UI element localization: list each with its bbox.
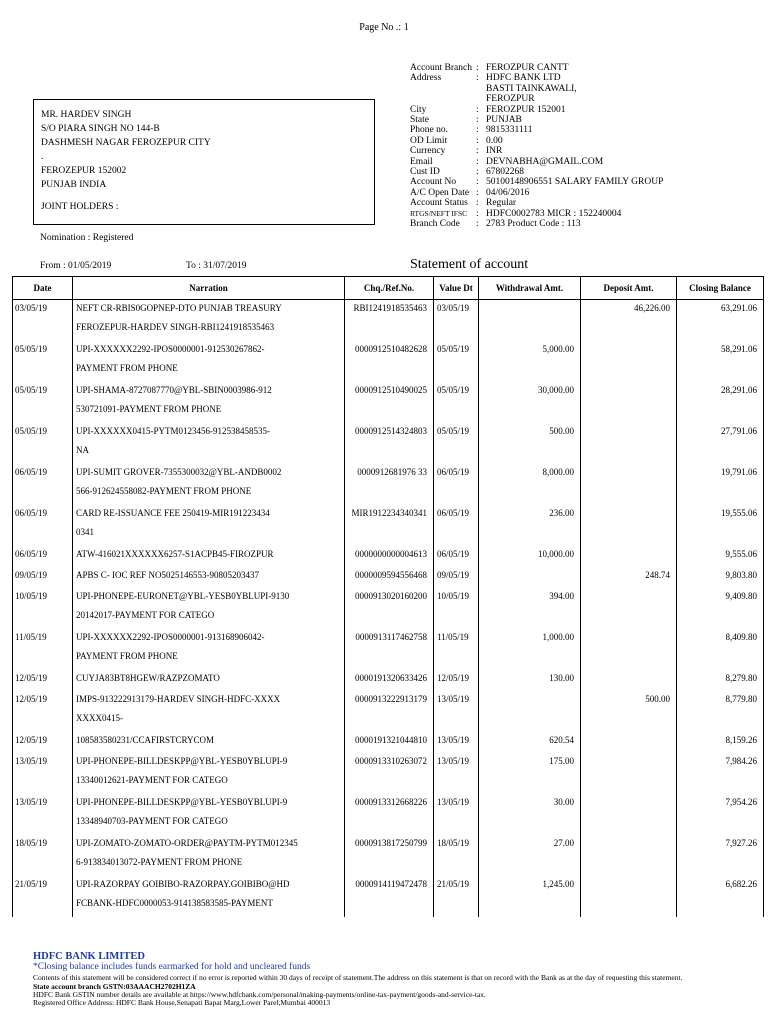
- branch-info-row: [410, 167, 663, 177]
- cell-ref: 0000912681976 33: [345, 464, 434, 505]
- transactions-table-wrapper: [12, 276, 763, 917]
- cell-date: 18/05/19: [13, 835, 73, 876]
- cell-value-date: 05/05/19: [434, 423, 479, 464]
- cell-closing-balance: 8,279.80: [677, 670, 764, 691]
- footer: [33, 951, 753, 1008]
- table-row: [13, 464, 764, 505]
- narration-line: UPI-SUMIT GROVER-7355300032@YBL-ANDB0002: [76, 467, 282, 477]
- cell-withdrawal: [479, 567, 581, 588]
- cell-closing-balance: 9,803.80: [677, 567, 764, 588]
- cell-closing-balance: 6,682.26: [677, 876, 764, 917]
- cell-narration: [73, 629, 345, 670]
- cell-closing-balance: 19,791.06: [677, 464, 764, 505]
- narration-line: 566-912624558082-PAYMENT FROM PHONE: [76, 486, 252, 496]
- customer-address-line: FEROZEPUR 152002: [41, 166, 127, 176]
- customer-address-line: .: [41, 152, 44, 162]
- narration-line: 6-913834013072-PAYMENT FROM PHONE: [76, 857, 243, 867]
- narration-line: PAYMENT FROM PHONE: [76, 363, 178, 373]
- branch-info-row: [410, 115, 663, 125]
- branch-info-row: [410, 73, 663, 83]
- cell-deposit: [581, 753, 677, 794]
- branch-info-colon: :: [476, 115, 479, 126]
- narration-line: APBS C- IOC REF NO5025146553-90805203437: [76, 570, 260, 580]
- cell-narration: [73, 505, 345, 546]
- table-row: [13, 300, 764, 342]
- cell-deposit: [581, 341, 677, 382]
- cell-closing-balance: 19,555.06: [677, 505, 764, 546]
- cell-ref: 0000913222913179: [345, 691, 434, 732]
- branch-info-colon: :: [476, 125, 479, 136]
- branch-info-label: Cust ID: [410, 167, 440, 178]
- customer-address-line: S/O PIARA SINGH NO 144-B: [41, 124, 160, 134]
- branch-info-colon: :: [476, 219, 479, 230]
- branch-info-label: Phone no.: [410, 125, 448, 136]
- branch-info-value: HDFC BANK LTD: [486, 73, 561, 84]
- branch-info-colon: :: [476, 63, 479, 73]
- header-deposit: Deposit Amt.: [581, 277, 677, 300]
- cell-date: 13/05/19: [13, 753, 73, 794]
- cell-narration: [73, 794, 345, 835]
- cell-deposit: [581, 629, 677, 670]
- cell-narration: [73, 423, 345, 464]
- cell-date: 06/05/19: [13, 505, 73, 546]
- cell-value-date: 03/05/19: [434, 300, 479, 342]
- narration-line: 108583580231/CCAFIRSTCRYCOM: [76, 735, 215, 745]
- table-row: [13, 794, 764, 835]
- branch-info-colon: [476, 84, 486, 94]
- branch-info-colon: :: [476, 167, 479, 178]
- customer-address-box: [33, 99, 375, 225]
- narration-line: CUYJA83BT8HGEW/RAZPZOMATO: [76, 673, 220, 683]
- gstin: State account branch GSTN:03AAACH2702H1ZA: [33, 982, 196, 992]
- cell-narration: [73, 546, 345, 567]
- table-row: [13, 341, 764, 382]
- narration-line: NA: [76, 445, 89, 455]
- cell-date: 03/05/19: [13, 300, 73, 342]
- table-row: [13, 382, 764, 423]
- branch-info-row: [410, 209, 663, 219]
- table-row: [13, 835, 764, 876]
- cell-withdrawal: [479, 300, 581, 342]
- branch-info-value: 9815331111: [486, 125, 533, 136]
- cell-deposit: 46,226.00: [581, 300, 677, 342]
- cell-date: 05/05/19: [13, 423, 73, 464]
- cell-value-date: 13/05/19: [434, 753, 479, 794]
- cell-closing-balance: 7,927.26: [677, 835, 764, 876]
- narration-line: PAYMENT FROM PHONE: [76, 651, 178, 661]
- narration-line: CARD RE-ISSUANCE FEE 250419-MIR191223434: [76, 508, 270, 518]
- header-date: Date: [13, 277, 73, 300]
- cell-ref: 0000913312668226: [345, 794, 434, 835]
- branch-info-row: [410, 125, 663, 135]
- branch-info-label: Address: [410, 73, 442, 84]
- customer-name: MR. HARDEV SINGH: [41, 110, 132, 120]
- narration-line: 0341: [76, 527, 94, 537]
- branch-info-value: 67802268: [486, 167, 524, 178]
- cell-ref: 0000191321044810: [345, 732, 434, 753]
- branch-info-value: 2783 Product Code : 113: [486, 219, 581, 230]
- cell-withdrawal: 500.00: [479, 423, 581, 464]
- table-row: [13, 423, 764, 464]
- cell-deposit: [581, 588, 677, 629]
- cell-closing-balance: 27,791.06: [677, 423, 764, 464]
- narration-line: IMPS-913222913179-HARDEV SINGH-HDFC-XXXX: [76, 694, 281, 704]
- cell-date: 12/05/19: [13, 670, 73, 691]
- branch-info-colon: :: [476, 73, 479, 84]
- table-row: [13, 670, 764, 691]
- cell-closing-balance: 7,984.26: [677, 753, 764, 794]
- cell-withdrawal: 10,000.00: [479, 546, 581, 567]
- branch-info-row: [410, 188, 663, 198]
- cell-withdrawal: 130.00: [479, 670, 581, 691]
- cell-date: 05/05/19: [13, 382, 73, 423]
- cell-date: 13/05/19: [13, 794, 73, 835]
- cell-ref: 0000009594556468: [345, 567, 434, 588]
- narration-line: 530721091-PAYMENT FROM PHONE: [76, 404, 222, 414]
- branch-info-value: DEVNABHA@GMAIL.COM: [486, 156, 604, 167]
- cell-deposit: [581, 835, 677, 876]
- branch-info-value: FEROZPUR CANTT: [486, 63, 569, 73]
- branch-info-row: [410, 177, 663, 187]
- cell-withdrawal: 1,000.00: [479, 629, 581, 670]
- header-value-date: Value Dt: [434, 277, 479, 300]
- cell-narration: [73, 567, 345, 588]
- cell-value-date: 21/05/19: [434, 876, 479, 917]
- cell-withdrawal: 394.00: [479, 588, 581, 629]
- table-row: [13, 546, 764, 567]
- cell-ref: 0000913117462758: [345, 629, 434, 670]
- gstin-note: HDFC Bank GSTIN number details are available at https://www.hdfcbank.com/personal/making-payments/online-tax-payment/goods-and-service-tax.: [33, 990, 486, 1000]
- cell-ref: 0000914119472478: [345, 876, 434, 917]
- branch-info-row: [410, 84, 663, 94]
- branch-info-colon: :: [476, 146, 479, 157]
- narration-line: 13348940703-PAYMENT FOR CATEGO: [76, 816, 228, 826]
- header-closing-balance: Closing Balance: [677, 277, 764, 300]
- branch-info-value: INR: [486, 146, 503, 157]
- cell-narration: [73, 588, 345, 629]
- cell-deposit: 248.74: [581, 567, 677, 588]
- branch-info-label: RTGS/NEFT IFSC: [410, 208, 468, 218]
- branch-info-value: 50100148906551 SALARY FAMILY GROUP: [486, 177, 664, 188]
- cell-date: 05/05/19: [13, 341, 73, 382]
- narration-line: UPI-PHONEPE-EURONET@YBL-YESB0YBLUPI-9130: [76, 591, 290, 601]
- cell-date: 11/05/19: [13, 629, 73, 670]
- cell-narration: [73, 464, 345, 505]
- cell-narration: [73, 670, 345, 691]
- cell-value-date: 11/05/19: [434, 629, 479, 670]
- cell-withdrawal: 27.00: [479, 835, 581, 876]
- cell-value-date: 06/05/19: [434, 546, 479, 567]
- closing-balance-note: *Closing balance includes funds earmarked for hold and uncleared funds: [33, 962, 311, 972]
- cell-deposit: [581, 423, 677, 464]
- branch-info-value: HDFC0002783 MICR : 152240004: [486, 208, 622, 219]
- branch-info-value: Regular: [486, 198, 517, 209]
- cell-closing-balance: 9,555.06: [677, 546, 764, 567]
- branch-info-value: 0.00: [486, 135, 503, 146]
- page-number: Page No .: 1: [359, 22, 409, 33]
- narration-line: FCBANK-HDFC0000053-914138583585-PAYMENT: [76, 898, 273, 908]
- cell-closing-balance: 58,291.06: [677, 341, 764, 382]
- branch-info: [410, 63, 663, 230]
- disclaimer: Contents of this statement will be considered correct if no error is reported within 30 days of receipt of statement.The address on this statement is that on record with the Bank as at the day of requesting this statement.: [33, 973, 683, 982]
- branch-info-label: [410, 84, 476, 94]
- bank-name: HDFC BANK LIMITED: [33, 951, 146, 962]
- cell-date: 06/05/19: [13, 546, 73, 567]
- cell-ref: 0000912510490025: [345, 382, 434, 423]
- branch-info-colon: [476, 94, 486, 104]
- branch-info-label: State: [410, 115, 429, 126]
- branch-info-label: [410, 94, 476, 104]
- table-row: [13, 753, 764, 794]
- cell-withdrawal: 30,000.00: [479, 382, 581, 423]
- cell-withdrawal: 1,245.00: [479, 876, 581, 917]
- branch-info-colon: :: [476, 104, 479, 115]
- cell-ref: 0000912510482628: [345, 341, 434, 382]
- cell-closing-balance: 28,291.06: [677, 382, 764, 423]
- cell-deposit: [581, 546, 677, 567]
- cell-value-date: 05/05/19: [434, 341, 479, 382]
- narration-line: UPI-RAZORPAY GOIBIBO-RAZORPAY.GOIBIBO@HD: [76, 879, 290, 889]
- cell-narration: [73, 382, 345, 423]
- narration-line: UPI-ZOMATO-ZOMATO-ORDER@PAYTM-PYTM012345: [76, 838, 298, 848]
- narration-line: FEROZEPUR-HARDEV SINGH-RBI1241918535463: [76, 322, 275, 332]
- cell-ref: MIR1912234340341: [345, 505, 434, 546]
- narration-line: UPI-XXXXXX0415-PYTM0123456-912538458535-: [76, 426, 270, 436]
- table-row: [13, 588, 764, 629]
- cell-value-date: 13/05/19: [434, 732, 479, 753]
- cell-value-date: 06/05/19: [434, 505, 479, 546]
- branch-info-label: Email: [410, 156, 433, 167]
- cell-narration: [73, 732, 345, 753]
- branch-info-colon: :: [476, 208, 479, 219]
- branch-info-value: BASTI TAINKAWALI,: [486, 83, 577, 94]
- header-withdrawal: Withdrawal Amt.: [479, 277, 581, 300]
- branch-info-colon: :: [476, 198, 479, 209]
- cell-ref: 0000913020160200: [345, 588, 434, 629]
- nomination: Nomination : Registered: [40, 233, 134, 243]
- narration-line: 13340012621-PAYMENT FOR CATEGO: [76, 775, 228, 785]
- branch-info-row: [410, 157, 663, 167]
- period-to: To : 31/07/2019: [186, 261, 247, 271]
- narration-line: UPI-SHAMA-8727087770@YBL-SBIN0003986-912: [76, 385, 272, 395]
- branch-info-label: Currency: [410, 146, 446, 157]
- branch-info-colon: :: [476, 135, 479, 146]
- cell-value-date: 13/05/19: [434, 691, 479, 732]
- cell-narration: [73, 753, 345, 794]
- narration-line: UPI-XXXXXX2292-IPOS0000001-912530267862-: [76, 344, 265, 354]
- table-row: [13, 567, 764, 588]
- branch-info-row: [410, 94, 663, 104]
- cell-ref: 0000913817250799: [345, 835, 434, 876]
- cell-withdrawal: [479, 691, 581, 732]
- cell-deposit: [581, 505, 677, 546]
- cell-ref: 0000000000004613: [345, 546, 434, 567]
- cell-deposit: [581, 794, 677, 835]
- cell-narration: [73, 341, 345, 382]
- cell-withdrawal: 620.54: [479, 732, 581, 753]
- branch-info-label: Branch Code: [410, 219, 460, 230]
- branch-info-label: City: [410, 104, 427, 115]
- statement-title: Statement of account: [410, 257, 529, 272]
- branch-info-label: Account Status: [410, 198, 468, 209]
- branch-info-row: [410, 136, 663, 146]
- cell-deposit: 500.00: [581, 691, 677, 732]
- cell-closing-balance: 63,291.06: [677, 300, 764, 342]
- cell-date: 12/05/19: [13, 732, 73, 753]
- transactions-table: [12, 276, 764, 917]
- cell-narration: [73, 876, 345, 917]
- cell-withdrawal: 5,000.00: [479, 341, 581, 382]
- cell-value-date: 18/05/19: [434, 835, 479, 876]
- narration-line: UPI-PHONEPE-BILLDESKPP@YBL-YESB0YBLUPI-9: [76, 797, 288, 807]
- branch-info-colon: :: [476, 177, 479, 188]
- cell-deposit: [581, 464, 677, 505]
- table-row: [13, 691, 764, 732]
- cell-closing-balance: 8,159.26: [677, 732, 764, 753]
- cell-date: 12/05/19: [13, 691, 73, 732]
- cell-date: 21/05/19: [13, 876, 73, 917]
- cell-date: 06/05/19: [13, 464, 73, 505]
- cell-closing-balance: 8,779.80: [677, 691, 764, 732]
- branch-info-value: PUNJAB: [486, 115, 522, 126]
- branch-info-value: FEROZPUR 152001: [486, 104, 566, 115]
- cell-value-date: 12/05/19: [434, 670, 479, 691]
- cell-narration: [73, 835, 345, 876]
- customer-address-line: PUNJAB INDIA: [41, 180, 107, 190]
- branch-info-row: [410, 219, 663, 229]
- branch-info-label: Account Branch: [410, 63, 472, 73]
- cell-closing-balance: 9,409.80: [677, 588, 764, 629]
- customer-address-line: DASHMESH NAGAR FEROZEPUR CITY: [41, 138, 211, 148]
- cell-narration: [73, 300, 345, 342]
- table-row: [13, 732, 764, 753]
- branch-info-row: [410, 105, 663, 115]
- branch-info-row: [410, 146, 663, 156]
- cell-date: 09/05/19: [13, 567, 73, 588]
- cell-value-date: 10/05/19: [434, 588, 479, 629]
- narration-line: XXXX0415-: [76, 713, 123, 723]
- header-ref: Chq./Ref.No.: [345, 277, 434, 300]
- narration-line: UPI-XXXXXX2292-IPOS0000001-913168906042-: [76, 632, 265, 642]
- branch-info-value: 04/06/2016: [486, 187, 530, 198]
- registered-office: Registered Office Address: HDFC Bank House,Senapati Bapat Marg,Lower Parel,Mumbai 400013: [33, 998, 331, 1008]
- table-header-row: [13, 277, 764, 300]
- cell-withdrawal: 30.00: [479, 794, 581, 835]
- cell-withdrawal: 175.00: [479, 753, 581, 794]
- cell-withdrawal: 8,000.00: [479, 464, 581, 505]
- branch-info-colon: :: [476, 156, 479, 167]
- branch-info-row: [410, 63, 663, 73]
- cell-ref: 0000912514324803: [345, 423, 434, 464]
- cell-value-date: 05/05/19: [434, 382, 479, 423]
- branch-info-row: [410, 198, 663, 208]
- cell-value-date: 13/05/19: [434, 794, 479, 835]
- branch-info-colon: :: [476, 187, 479, 198]
- cell-ref: 0000913310263072: [345, 753, 434, 794]
- narration-line: NEFT CR-RBIS0GOPNEP-DTO PUNJAB TREASURY: [76, 303, 282, 313]
- table-row: [13, 629, 764, 670]
- table-row: [13, 505, 764, 546]
- narration-line: UPI-PHONEPE-BILLDESKPP@YBL-YESB0YBLUPI-9: [76, 756, 288, 766]
- table-row: [13, 876, 764, 917]
- branch-info-label: Account No: [410, 177, 457, 188]
- narration-line: ATW-416021XXXXXX6257-S1ACPB45-FIROZPUR: [76, 549, 274, 559]
- cell-deposit: [581, 876, 677, 917]
- joint-holders: JOINT HOLDERS :: [41, 202, 119, 212]
- narration-line: 20142017-PAYMENT FOR CATEGO: [76, 610, 215, 620]
- period-from: From : 01/05/2019: [40, 261, 112, 271]
- cell-withdrawal: 236.00: [479, 505, 581, 546]
- cell-ref: 0000191320633426: [345, 670, 434, 691]
- cell-ref: RBI1241918535463: [345, 300, 434, 342]
- cell-closing-balance: 7,954.26: [677, 794, 764, 835]
- branch-info-value: FEROZPUR: [486, 94, 535, 105]
- cell-value-date: 09/05/19: [434, 567, 479, 588]
- branch-info-label: A/C Open Date: [410, 187, 470, 198]
- header-narration: Narration: [73, 277, 345, 300]
- cell-date: 10/05/19: [13, 588, 73, 629]
- cell-deposit: [581, 670, 677, 691]
- cell-narration: [73, 691, 345, 732]
- cell-value-date: 06/05/19: [434, 464, 479, 505]
- cell-deposit: [581, 382, 677, 423]
- cell-closing-balance: 8,409.80: [677, 629, 764, 670]
- branch-info-label: OD Limit: [410, 135, 448, 146]
- cell-deposit: [581, 732, 677, 753]
